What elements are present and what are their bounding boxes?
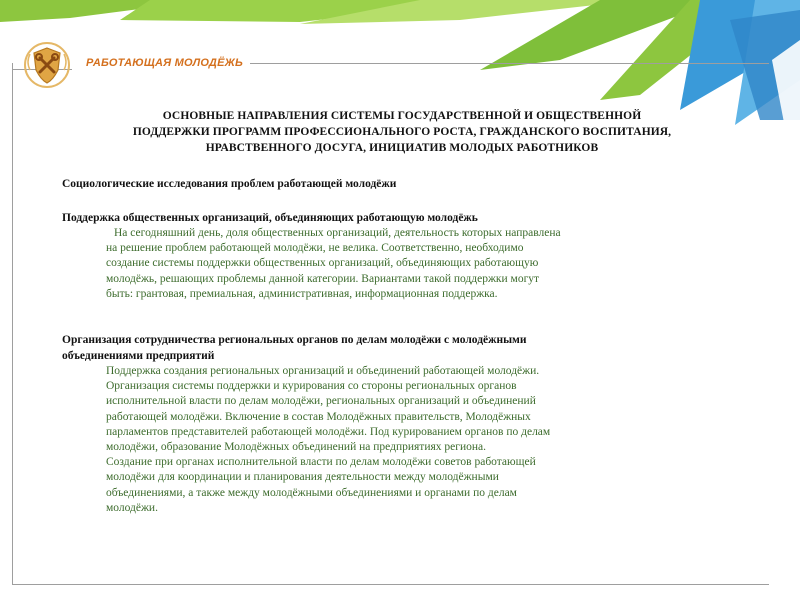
paragraph-line: молодёжи для координации и планирования деятельности между молодёжными [106, 471, 499, 484]
section-heading-support: Поддержка общественных организаций, объединяющих работающую молодёжь [62, 212, 478, 224]
title-line-1: ОСНОВНЫЕ НАПРАВЛЕНИЯ СИСТЕМЫ ГОСУДАРСТВЕННОЙ И ОБЩЕСТВЕННОЙ [162, 110, 642, 122]
title-line-3: НРАВСТВЕННОГО ДОСУГА, ИНИЦИАТИВ МОЛОДЫХ РАБОТНИКОВ [205, 142, 599, 154]
brand-name: РАБОТАЮЩАЯ МОЛОДЁЖЬ [86, 57, 243, 69]
paragraph-line: работающей молодёжи. Включение в состав Молодёжных правительств, Молодёжных [106, 410, 531, 423]
section-heading-cooperation-2: объединениями предприятий [62, 350, 215, 363]
slide-content [62, 108, 742, 516]
paragraph-line: объединениями, а также между молодёжными объединениями и органами по делам [106, 486, 517, 499]
paragraph-line: Организация системы поддержки и курирования со стороны региональных органов [106, 380, 517, 393]
section-heading-research: Социологические исследования проблем работающей молодёжи [62, 178, 397, 190]
frame-top-right [250, 63, 769, 64]
paragraph-line: на решение проблем работающей молодёжи, не велика. Соответственно, необходимо [106, 242, 524, 255]
paragraph-line: создание системы поддержки общественных организаций, объединяющих работающую [106, 257, 539, 270]
paragraph-line: На сегодняшний день, доля общественных организаций, деятельность которых направлена [114, 227, 561, 239]
paragraph-line: молодёжь, решающих проблемы данной категории. Вариантами такой поддержки могут [106, 272, 540, 285]
paragraph-line: быть: грантовая, премиальная, административная, информационная поддержка. [106, 287, 498, 300]
page-title [62, 108, 742, 156]
paragraph-line: Поддержка создания региональных организаций и объединений работающей молодёжи. [106, 365, 540, 378]
paragraph-line: исполнительной власти по делам молодёжи, региональных организаций и объединений [106, 395, 536, 408]
paragraph-line: Создание при органах исполнительной власти по делам молодёжи советов работающей [106, 456, 536, 469]
section-body-cooperation [106, 364, 742, 516]
section-body-support [106, 226, 742, 302]
paragraph-line: парламентов представителей работающей молодёжи. Под курированием органов по делам [106, 425, 551, 438]
title-line-2: ПОДДЕРЖКИ ПРОГРАММ ПРОФЕССИОНАЛЬНОГО РОСТА, ГРАЖДАНСКОГО ВОСПИТАНИЯ, [132, 126, 672, 138]
paragraph-line: молодёжи. [106, 501, 158, 514]
section-heading-cooperation-1: Организация сотрудничества региональных органов по делам молодёжи с молодёжными [62, 334, 527, 347]
paragraph-line: молодёжи, образование Молодёжных объединений на предприятиях региона. [106, 441, 486, 454]
shield-wrench-logo-icon [22, 40, 72, 90]
